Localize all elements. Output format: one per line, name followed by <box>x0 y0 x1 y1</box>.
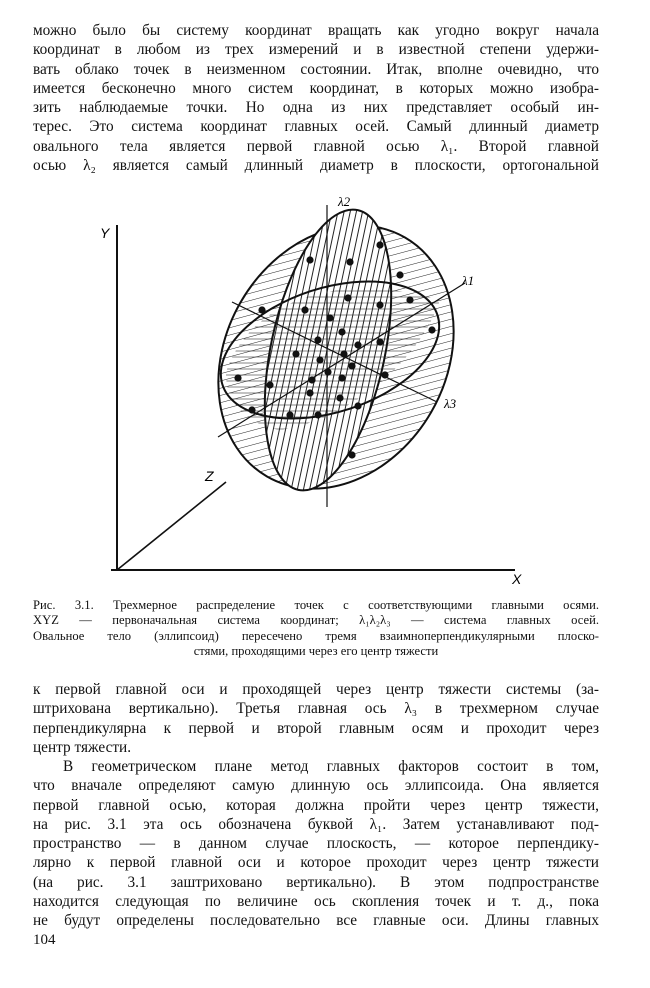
text-line: центр тяжести. <box>33 738 132 756</box>
text-line: терес. Это система координат главных осей. Самый длинный диаметр <box>33 118 599 136</box>
text-line: имеется бесконечно много систем координат, в которых можно изобра- <box>33 79 599 97</box>
paragraph-mid <box>33 680 599 757</box>
axis-y-label: Y <box>100 225 110 241</box>
lambda3-label: λ3 <box>444 396 457 411</box>
text-line: на рис. 3.1 эта ось обозначена буквой λ₁. Затем устанавливают под- <box>33 815 599 833</box>
text-line: осью λ₂ является самый длинный диаметр в плоскости, ортогональной <box>33 157 599 175</box>
text-line: зить наблюдаемые точки. Но одна из них представляет особый ин- <box>33 99 599 117</box>
axis-x-label: X <box>512 571 522 587</box>
text-line: можно было бы систему координат вращать как угодно вокруг начала <box>33 22 599 39</box>
text-line: что вначале определяют самую длинную ось эллипсоида. Она является <box>33 777 599 795</box>
text-line: лярно к первой главной оси и которое проходит через центр тяжести <box>33 854 599 872</box>
caption-line: Рис. 3.1. Трехмерное распределение точек с соответствующими главными осями. <box>33 598 599 612</box>
text-line: перпендикулярна к первой и второй главным осям и проходит через <box>33 719 599 737</box>
text-line: координат в любом из трех измерений и в известной степени удержи- <box>33 41 599 59</box>
caption-line: стями, проходящими через его центр тяжести <box>193 644 439 659</box>
text-line: пространство — в данном случае плоскость, — которое перпендику- <box>33 835 599 853</box>
text-line: штрихована вертикально). Третья главная ось λ₃ в трехмерном случае <box>33 700 599 718</box>
caption-line: Овальное тело (эллипсоид) пересечено тремя взаимноперпендикулярными плоско- <box>33 628 599 643</box>
caption-line: XYZ — первоначальная система координат; λ₁λ₂λ₃ — система главных осей. <box>33 613 599 628</box>
text-line: (на рис. 3.1 заштриховано вертикально). В этом подпространстве <box>33 873 599 891</box>
axis-z-line <box>117 482 226 570</box>
text-line: находится следующая по величине ось скопления точек и т. д., пока <box>33 893 599 911</box>
text-line: овального тела является первой главной осью λ₁. Второй главной <box>33 137 599 155</box>
lambda1-label: λ1 <box>462 273 475 288</box>
text-line: В геометрическом плане метод главных факторов состоит в том, <box>63 758 599 775</box>
figure-caption <box>33 598 599 660</box>
text-line: первой главной осью, которая должна пройти через центр тяжести, <box>33 796 599 814</box>
axis-z-label: Z <box>205 468 214 484</box>
text-line: к первой главной оси и проходящей через центр тяжести системы (за- <box>33 681 599 698</box>
text-line: не будут определены последовательно все главные оси. Длины главных <box>33 912 599 930</box>
text-line: вать облако точек в неизменном состоянии. Итак, вполне очевидно, что <box>33 60 599 78</box>
paragraph-bottom <box>33 757 599 931</box>
page-number: 104 <box>33 932 56 948</box>
lambda2-label: λ2 <box>338 194 351 209</box>
